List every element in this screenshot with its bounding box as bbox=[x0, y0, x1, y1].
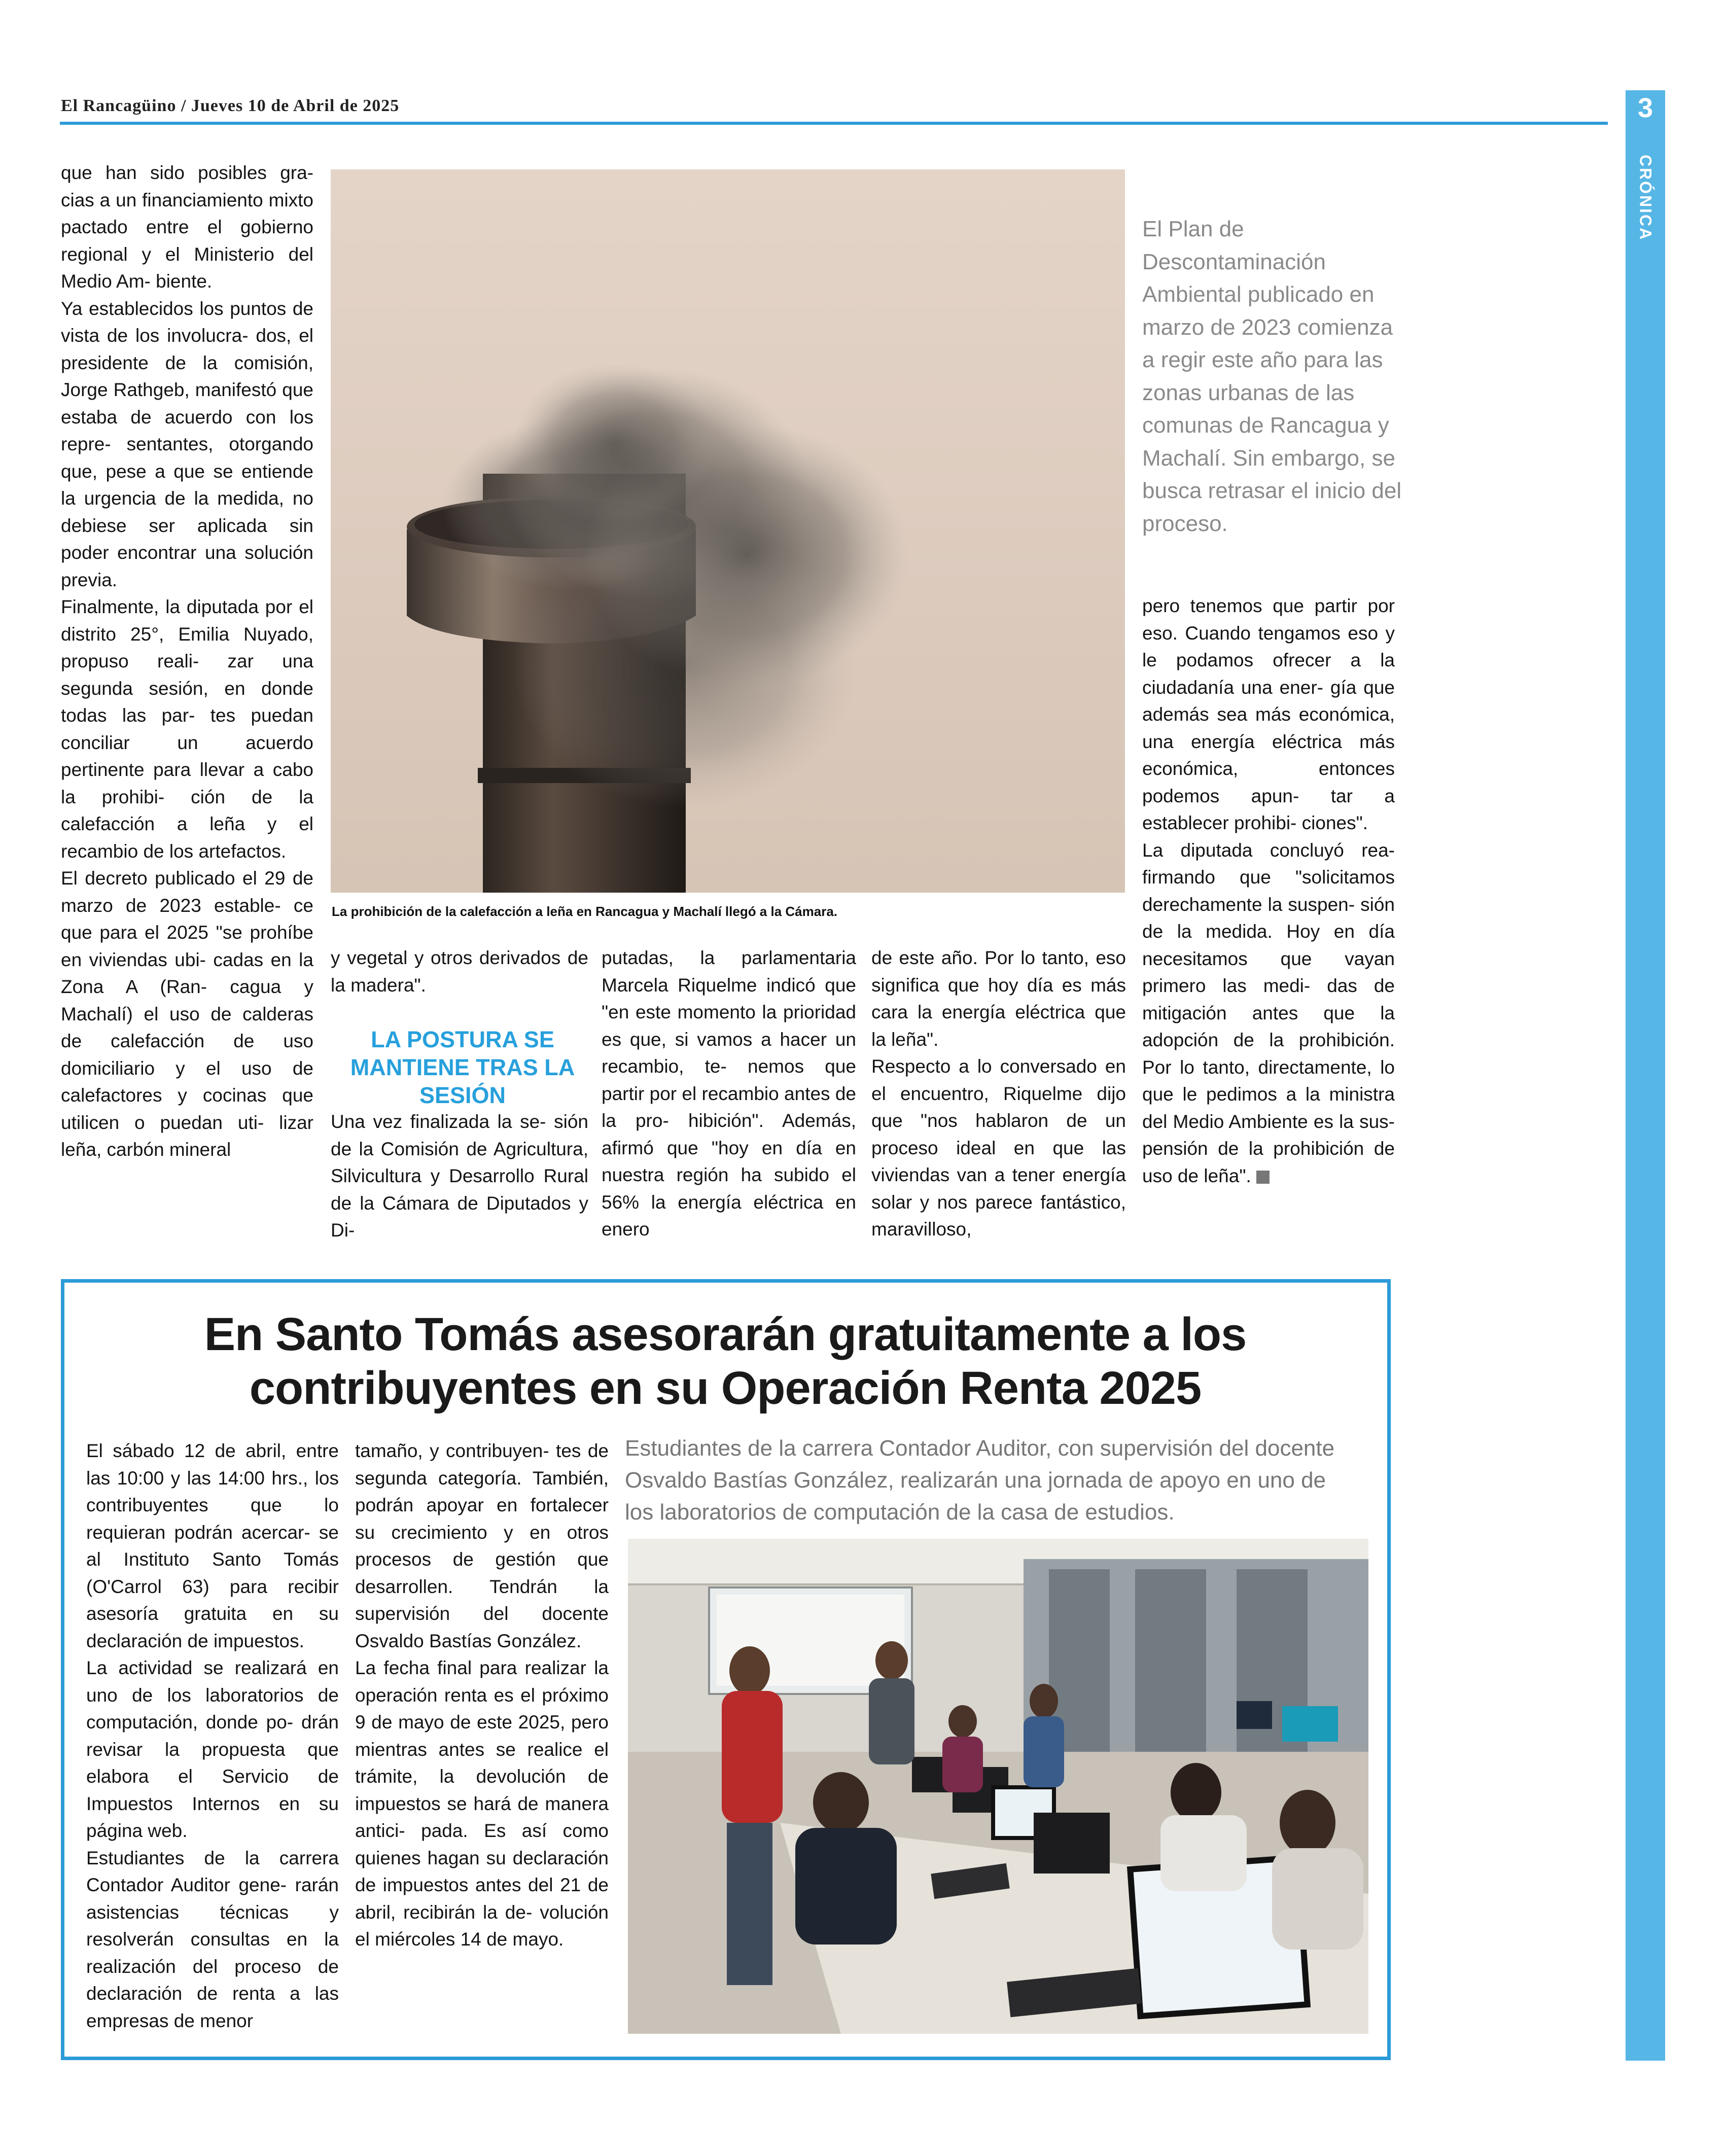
section-label-text: CRÓNICA bbox=[1636, 154, 1655, 241]
paragraph: Respecto a lo conversado en el encuentro, Riquelme dijo que "nos hablaron de un proceso ideal en que las viviendas van a tener energía solar y nos parece fantástico, maravilloso, bbox=[871, 1056, 1126, 1240]
article1-column-2-top bbox=[331, 944, 588, 999]
paragraph: pero tenemos que partir por eso. Cuando tengamos eso y le podamos ofrecer a la ciudadanía una ener- gía que además sea más económica, una energía eléctrica más económica, entonces podemos apun- tar a establecer prohibi- ciones". bbox=[1142, 595, 1395, 833]
article1-column-4 bbox=[871, 944, 1126, 1243]
paragraph: tamaño, y contribuyen- tes de segunda categoría. También, podrán apoyar en fortalecer su crecimiento y en otros procesos de gestión que desarrollen. Tendrán la supervisión del docente Osvaldo Bastías González. bbox=[355, 1440, 609, 1651]
article1-column-2-bottom bbox=[331, 1108, 588, 1244]
paragraph: de este año. Por lo tanto, eso significa que hoy día es más cara la energía eléctrica que la leña". bbox=[871, 947, 1126, 1050]
article1-column-1 bbox=[61, 159, 313, 1163]
paragraph: El sábado 12 de abril, entre las 10:00 y las 14:00 hrs., los contribuyentes que lo requieran podrán acercar- se al Instituto Santo Tomás (O'Carrol 63) para recibir asesoría gratuita en su declaración de impuestos. bbox=[86, 1440, 339, 1651]
article2-intro: Estudiantes de la carrera Contador Auditor, con supervisión del docente Osvaldo Bastías González, realizarán una jornada de apoyo en uno de los laboratorios de computación de la casa de estudios. bbox=[625, 1436, 1335, 1525]
paragraph: putadas, la parlamentaria Marcela Riquelme indicó que "en este momento la prioridad es que, si vamos a hacer un recambio, te- nemos que partir por el recambio antes de la pro- hibición". Además, afirmó que "hoy en día en nuestra región ha subido el 56% la energía eléctrica en enero bbox=[602, 947, 856, 1240]
paragraph: La fecha final para realizar la operación renta es el próximo 9 de mayo de este 2025, pero mientras antes se realice el trámite, la devolución de impuestos se hará de manera antici- pada. Es así como quienes hagan su declaración de impuestos antes del 21 de abril, recibirán la de- volución el miércoles 14 de mayo. bbox=[355, 1657, 609, 1950]
article1-column-5 bbox=[1142, 592, 1395, 1189]
computer-lab-photo bbox=[628, 1539, 1368, 2034]
paragraph: Estudiantes de la carrera Contador Auditor gene- rarán asistencias técnicas y resolverán consultas en la realización del proceso de declaración de renta a las empresas de menor bbox=[86, 1847, 339, 2031]
article2-headline: En Santo Tomás asesorarán gratuitamente a los contribuyentes en su Operación Renta 2025 bbox=[204, 1309, 1247, 1414]
subhead: LA POSTURA SE MANTIENE TRAS LA SESIÓN bbox=[350, 1027, 575, 1108]
running-head: El Rancagüino / Jueves 10 de Abril de 2025 bbox=[61, 96, 400, 115]
section-side-band bbox=[1626, 90, 1665, 2061]
article1-column-3 bbox=[602, 944, 856, 1243]
paragraph bbox=[1142, 837, 1395, 1190]
paragraph: Ya establecidos los puntos de vista de los involucra- dos, el presidente de la comisión, Jorge Rathgeb, manifestó que estaba de acuerdo con los repre- sentantes, otorgando que, pese a que se entiende la urgencia de la medida, no debiese ser aplicada sin poder encontrar una solución previa. bbox=[61, 298, 313, 590]
paragraph-text: La diputada concluyó rea- firmando que "solicitamos derechamente la suspen- sión de la medida. Hoy en día necesitamos que vayan primero las medi- das de mitigación antes que la adopción de la prohibición. Por lo tanto, directamente, lo que le pedimos a la ministra del Medio Ambiente es la sus- pensión de la prohibición de uso de leña". bbox=[1142, 839, 1395, 1186]
header-rule bbox=[60, 122, 1608, 125]
paragraph: y vegetal y otros derivados de la madera". bbox=[331, 947, 588, 996]
paragraph: Finalmente, la diputada por el distrito 25°, Emilia Nuyado, propuso reali- zar una segunda sesión, en donde todas las par- tes puedan conciliar un acuerdo pertinente para llevar a cabo la prohibi- ción de la calefacción a leña y el recambio de los artefactos. bbox=[61, 596, 313, 862]
article2-column-1 bbox=[86, 1437, 339, 2034]
paragraph: El decreto publicado el 29 de marzo de 2023 estable- ce que para el 2025 "se prohíbe en viviendas ubi- cadas en la Zona A (Ran- cagua y Machalí) el uso de calderas de calefacción de uso domiciliario y el uso de calefactores y cocinas que utilicen o puedan uti- lizar leña, carbón mineral bbox=[61, 868, 313, 1160]
end-mark-icon bbox=[1256, 1171, 1270, 1184]
article2-column-2 bbox=[355, 1437, 609, 1953]
photo-caption: La prohibición de la calefacción a leña en Rancagua y Machalí llegó a la Cámara. bbox=[332, 904, 838, 919]
page-number: 3 bbox=[1637, 93, 1653, 123]
pull-quote: El Plan de Descontaminación Ambiental publicado en marzo de 2023 comienza a regir este año para las zonas urbanas de las comunas de Rancagua y Machalí. Sin embargo, se busca retrasar el inicio del proceso. bbox=[1142, 217, 1402, 536]
paragraph: que han sido posibles gra- cias a un financiamiento mixto pactado entre el gobierno regional y el Ministerio del Medio Am- biente. bbox=[61, 162, 313, 292]
section-label bbox=[1626, 152, 1665, 243]
paragraph: La actividad se realizará en uno de los laboratorios de computación, donde po- drán revisar la propuesta que elabora el Servicio de Impuestos Internos en su página web. bbox=[86, 1657, 339, 1841]
chimney-smoke-photo bbox=[331, 169, 1125, 893]
paragraph: Una vez finalizada la se- sión de la Comisión de Agricultura, Silvicultura y Desarrollo Rural de la Cámara de Diputados y Di- bbox=[331, 1111, 588, 1241]
